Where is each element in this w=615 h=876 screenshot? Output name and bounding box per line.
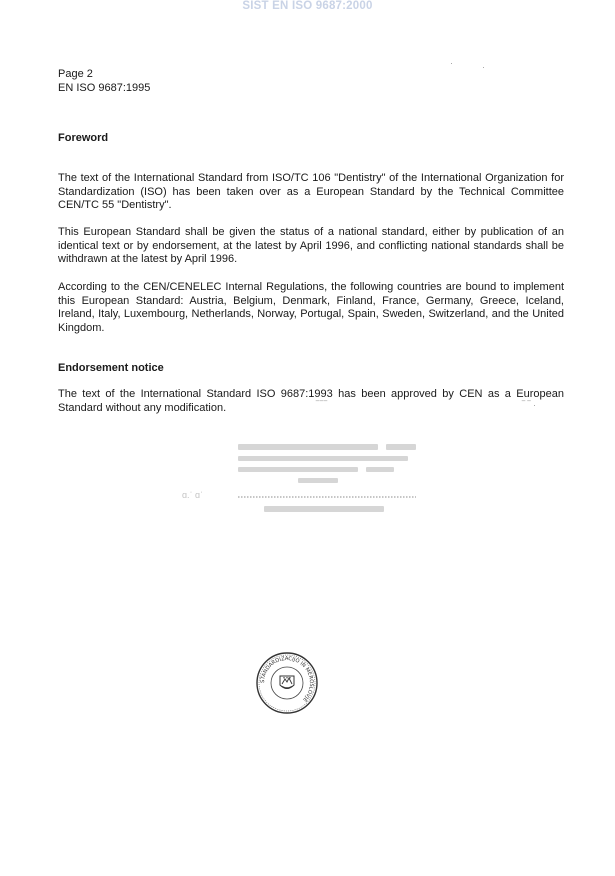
scan-speck: · <box>450 58 453 68</box>
foreword-paragraph: The text of the International Standard from ISO/TC 106 "Dentistry" of the International Organization for Standardization (ISO) has been taken over as a European Standard by the Technical Committee CEN/TC 55 "Dentistry". <box>58 172 564 211</box>
official-seal <box>256 652 318 714</box>
endorsement-paragraph: The text of the International Standard ISO 9687:1993 has been approved by CEN as a European Standard without any modification. <box>58 388 564 414</box>
faded-text-marks <box>238 440 423 530</box>
seal-graphic <box>256 652 318 714</box>
foreword-paragraph: According to the CEN/CENELEC Internal Regulations, the following countries are bound to implement this European Standard: Austria, Belgium, Denmark, Finland, France, Germany, Greece, Iceland, Ireland, Italy, Luxembourg, Netherlands, Norway, Portugal, Spain, Sweden, Switzerland, and the United Kingdom. <box>58 281 564 334</box>
foreword-heading: Foreword <box>58 132 109 144</box>
page-header <box>58 67 150 95</box>
standard-number: EN ISO 9687:1995 <box>58 82 151 94</box>
watermark: SIST EN ISO 9687:2000 <box>242 0 373 12</box>
scan-speck: ɑ.ˈ ɑˈ <box>182 490 204 500</box>
foreword-paragraph: This European Standard shall be given the status of a national standard, either by publication of an identical text or by endorsement, at the latest by April 1996, and conflicting national standards shall be withdrawn at the latest by April 1996. <box>58 226 564 265</box>
scan-speck: ‾‾‾ <box>316 400 328 410</box>
endorsement-heading: Endorsement notice <box>58 362 164 374</box>
seal-ring-text: STANDARDIZACIJO IN MEROSLOVJE <box>259 655 315 703</box>
page-number: Page 2 <box>58 68 93 80</box>
scan-speck: · <box>482 62 485 72</box>
faded-signature-block <box>238 440 423 534</box>
scan-speck: ‾ ‾ · <box>522 400 536 410</box>
